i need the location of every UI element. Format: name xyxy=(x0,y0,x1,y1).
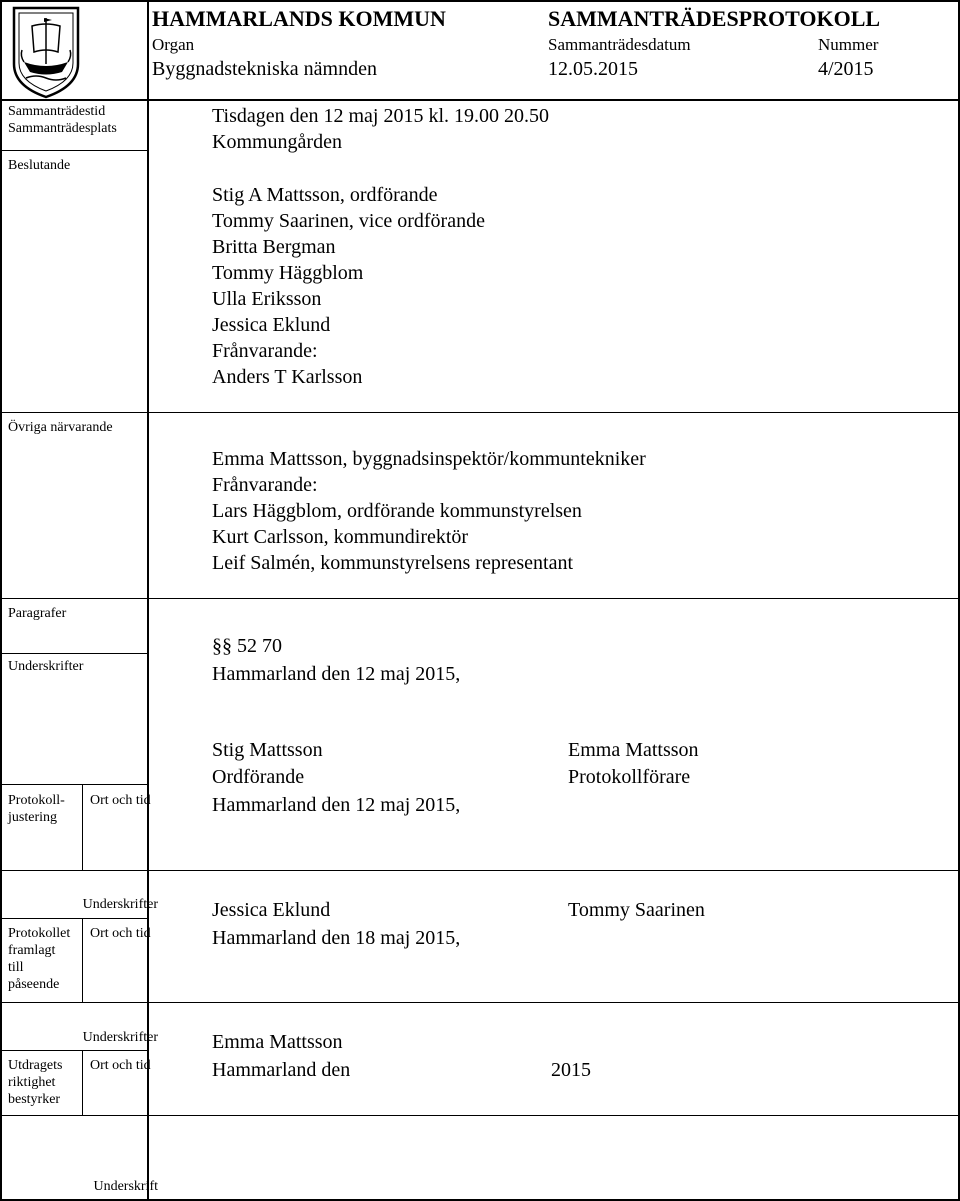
adjustment-place-label: Ort och tid xyxy=(90,793,151,808)
public-display-label-line: framlagt xyxy=(8,943,56,958)
signatures-label: Underskrifter xyxy=(8,659,84,674)
decision-maker-line: Jessica Eklund xyxy=(212,314,331,336)
others-present-label: Övriga närvarande xyxy=(8,420,113,435)
extract-place-date: Hammarland den xyxy=(212,1059,351,1081)
left-column-divider xyxy=(147,0,149,1201)
chair-name: Stig Mattsson xyxy=(212,739,323,761)
others-present-line: Kurt Carlsson, kommundirektör xyxy=(212,526,469,548)
others-present-line: Emma Mattsson, byggnadsinspektör/kommuntekniker xyxy=(212,448,646,470)
date-value: 12.05.2015 xyxy=(548,58,638,80)
public-display-signer: Emma Mattsson xyxy=(212,1031,343,1053)
adjustment-place-date: Hammarland den 12 maj 2015, xyxy=(212,794,461,816)
decision-maker-line: Stig A Mattsson, ordförande xyxy=(212,184,438,206)
number-label: Nummer xyxy=(818,35,879,54)
municipality-name: HAMMARLANDS KOMMUN xyxy=(152,6,446,31)
decision-maker-line: Ulla Eriksson xyxy=(212,288,322,310)
header-divider xyxy=(0,99,960,101)
decision-makers-label: Beslutande xyxy=(8,158,71,173)
adjustment-label-line: Protokoll- xyxy=(8,793,65,808)
frame-top-line xyxy=(0,0,960,2)
signatures-place-date: Hammarland den 12 maj 2015, xyxy=(212,663,461,685)
section-divider-5 xyxy=(0,870,960,871)
others-present-line: Frånvarande: xyxy=(212,474,318,496)
decision-maker-line: Frånvarande: xyxy=(212,340,318,362)
paragraphs-label: Paragrafer xyxy=(8,606,67,621)
secretary-name: Emma Mattsson xyxy=(568,739,699,761)
meeting-place-label: Sammanträdesplats xyxy=(8,121,117,136)
public-display-signatures-label: Underskrifter xyxy=(82,1030,158,1045)
paragraphs-value: §§ 52 70 xyxy=(212,635,282,657)
inner-column-divider-1 xyxy=(82,784,83,870)
section-divider-1 xyxy=(0,412,960,413)
adjustment-signer-2: Tommy Saarinen xyxy=(568,899,705,921)
section-divider-2 xyxy=(0,598,960,599)
public-display-place-date: Hammarland den 18 maj 2015, xyxy=(212,927,461,949)
others-present-line: Lars Häggblom, ordförande kommunstyrelsen xyxy=(212,500,582,522)
extract-signature-label: Underskrift xyxy=(93,1179,158,1194)
date-label: Sammanträdesdatum xyxy=(548,35,691,54)
organ-label: Organ xyxy=(152,35,195,54)
public-display-label-line: Protokollet xyxy=(8,926,71,941)
municipal-coat-of-arms xyxy=(8,4,84,100)
decision-maker-line: Tommy Saarinen, vice ordförande xyxy=(212,210,485,232)
adjustment-label-line: justering xyxy=(8,810,57,825)
adjustment-signatures-label: Underskrifter xyxy=(82,897,158,912)
section-divider-6 xyxy=(0,1002,960,1003)
meeting-place-value: Kommungården xyxy=(212,131,342,153)
extract-year: 2015 xyxy=(551,1059,591,1081)
extract-place-label: Ort och tid xyxy=(90,1058,151,1073)
decision-maker-line: Britta Bergman xyxy=(212,236,336,258)
label-divider-2 xyxy=(0,918,148,919)
number-value: 4/2015 xyxy=(818,58,874,80)
organ-value: Byggnadstekniska nämnden xyxy=(152,58,377,80)
decision-maker-line: Tommy Häggblom xyxy=(212,262,364,284)
section-divider-4 xyxy=(0,784,148,785)
public-display-label-line: påseende xyxy=(8,977,60,992)
inner-column-divider-3 xyxy=(82,1050,83,1115)
extract-label-line: riktighet xyxy=(8,1075,56,1090)
label-divider-3 xyxy=(0,1050,148,1051)
label-divider-1 xyxy=(0,150,148,151)
meeting-time-label: Sammanträdestid xyxy=(8,104,106,119)
section-divider-3 xyxy=(0,653,148,654)
meeting-time-value: Tisdagen den 12 maj 2015 kl. 19.00 20.50 xyxy=(212,105,550,127)
frame-left-line xyxy=(0,0,2,1201)
section-divider-7 xyxy=(0,1115,960,1116)
public-display-label-line: till xyxy=(8,960,24,975)
inner-column-divider-2 xyxy=(82,918,83,1002)
adjustment-signer-1: Jessica Eklund xyxy=(212,899,331,921)
secretary-role: Protokollförare xyxy=(568,766,691,788)
public-display-place-label: Ort och tid xyxy=(90,926,151,941)
extract-label-line: Utdragets xyxy=(8,1058,63,1073)
others-present-line: Leif Salmén, kommunstyrelsens representant xyxy=(212,552,574,574)
chair-role: Ordförande xyxy=(212,766,305,788)
decision-maker-line: Anders T Karlsson xyxy=(212,366,363,388)
document-type: SAMMANTRÄDESPROTOKOLL xyxy=(548,6,881,31)
extract-label-line: bestyrker xyxy=(8,1092,61,1107)
